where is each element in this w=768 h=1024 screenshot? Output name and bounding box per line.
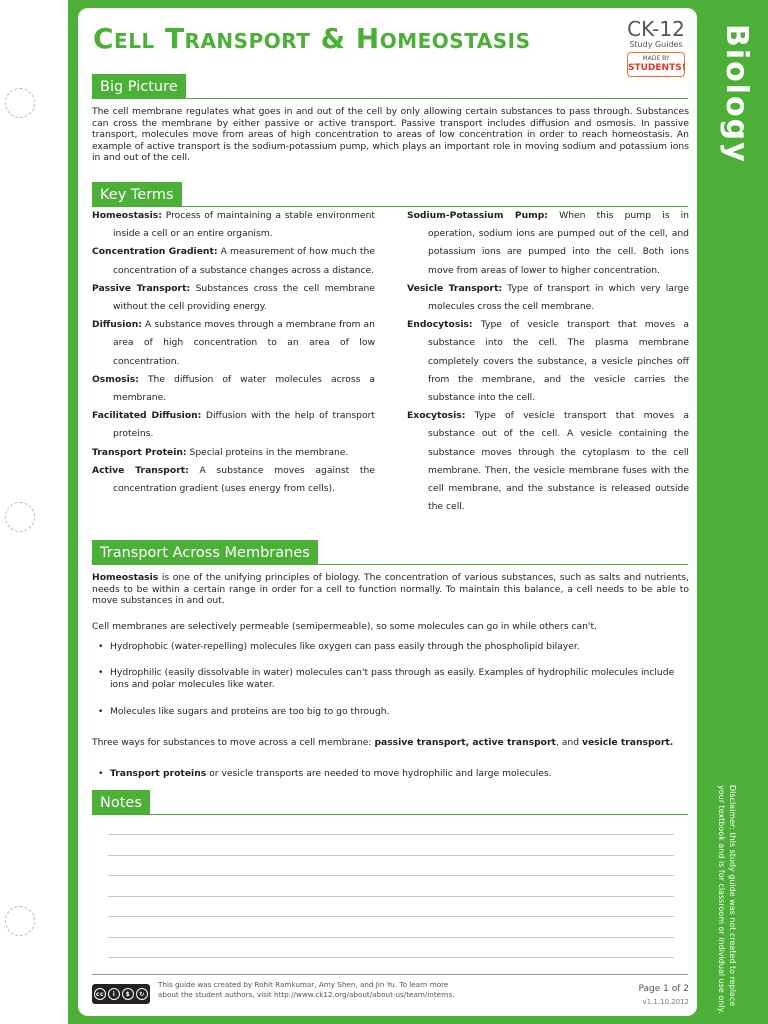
key-term-item [407, 280, 689, 316]
key-term-definition: A substance moves through a membrane from an area of high concentration to an area of low concentration. [113, 319, 376, 367]
key-term-item [92, 243, 375, 279]
key-term-label: Facilitated Diffusion: [92, 410, 202, 422]
key-term-label: Osmosis: [92, 373, 139, 385]
list-item: • Hydrophobic (water-repelling) molecules like oxygen can pass easily through the phospholipid bilayer. [98, 641, 688, 653]
section-divider [92, 564, 688, 565]
key-term-item [92, 316, 375, 371]
transport-heading: Transport Across Membranes [92, 540, 318, 565]
page-number: Page 1 of 2 [638, 984, 689, 994]
key-term-definition: Type of vesicle transport that moves a substance into the cell. The plasma membrane completely covers the substance, a vesicle pinches off from the membrane, and the vesicle carries the substance into the cell. [428, 319, 690, 404]
note-line [108, 834, 674, 835]
footer-divider [92, 974, 688, 975]
big-picture-text: The cell membrane regulates what goes in and out of the cell by only allowing certain substances to pass through. Substances can cross the membrane by either passive or active transport. Passive transport includes diffusion and osmosis. In passive transport, molecules move from areas of high concentration to areas of low concentration in order to reach homeostasis. An example of active transport is the sodium-potassium pump, which plays an important role in moving sodium and potassium ions in and out of the cell. [92, 106, 689, 164]
binder-hole-icon [5, 88, 35, 118]
binder-hole-icon [5, 906, 35, 936]
footer-credits: This guide was created by Rohit Ramkumar, Amy Shen, and Jin Yu. To learn more about the student authors, visit http://www.ck12.org/about/about-us/team/interns. [158, 980, 455, 999]
key-term-item [92, 407, 375, 443]
study-guide-page [78, 8, 697, 1016]
version-label: v1.1.10.2012 [642, 998, 689, 1006]
section-divider [92, 814, 688, 815]
big-picture-heading: Big Picture [92, 74, 186, 99]
transport-paragraph-3: Three ways for substances to move across a cell membrane: passive transport, active transport, and vesicle transport. [92, 737, 674, 748]
creative-commons-icon: cc i $ ↻ [92, 984, 150, 1004]
notes-heading: Notes [92, 790, 150, 815]
made-by-students-badge: MADE BY STUDENTS! [627, 52, 685, 77]
key-term-definition: Diffusion with the help of transport proteins. [113, 410, 375, 440]
transport-paragraph-1: Homeostasis is one of the unifying principles of biology. The concentration of various substances, such as salts and nutrients, needs to be within a certain range in order for a cell to function normally. To maintain this balance, a cell needs to be able to move substances in and out. [92, 572, 689, 607]
note-line [108, 896, 674, 897]
note-line [108, 875, 674, 876]
key-term-item [407, 207, 689, 280]
key-term-item [92, 207, 375, 243]
list-item: • Hydrophilic (easily dissolvable in water) molecules can't pass through as easily. Examples of hydrophilic molecules include ions and polar molecules like water. [98, 667, 688, 690]
key-term-definition: A measurement of how much the concentration of a substance changes across a distance. [113, 246, 375, 276]
key-term-item [92, 371, 375, 407]
ck12-wordmark: CK-12 [627, 17, 685, 41]
list-item: • Transport proteins or vesicle transports are needed to move hydrophilic and large molecules. [98, 768, 688, 780]
key-term-item [407, 316, 689, 407]
key-term-label: Sodium-Potassium Pump: [407, 210, 548, 221]
section-divider [92, 98, 688, 99]
key-term-item [92, 444, 375, 462]
subject-tab-label: Biology [719, 24, 754, 164]
ck12-logo [624, 18, 688, 77]
note-line [108, 855, 674, 856]
key-terms-right-column [407, 207, 689, 516]
logo-subtitle: Study Guides [629, 40, 683, 49]
key-term-definition: A substance moves against the concentration gradient (uses energy from cells). [113, 464, 376, 495]
key-term-definition: The diffusion of water molecules across a membrane. [113, 373, 376, 404]
list-item: • Molecules like sugars and proteins are too big to go through. [98, 706, 688, 718]
binder-hole-icon [5, 502, 35, 532]
key-term-definition: Special proteins in the membrane. [189, 446, 349, 458]
key-term-label: Passive Transport: [92, 282, 191, 294]
key-term-label: Exocytosis: [407, 410, 466, 422]
key-term-item [92, 462, 375, 498]
key-term-label: Homeostasis: [92, 210, 162, 221]
key-term-definition: Substances cross the cell membrane without the cell providing energy. [113, 282, 375, 313]
key-term-definition: Type of transport in which very large molecules cross the cell membrane. [428, 282, 690, 313]
key-term-label: Transport Protein: [92, 446, 187, 458]
key-term-item [407, 407, 689, 516]
note-line [108, 937, 674, 938]
note-line [108, 957, 674, 958]
key-term-label: Vesicle Transport: [407, 282, 503, 294]
key-term-label: Endocytosis: [407, 319, 473, 331]
key-terms-left-column [92, 207, 375, 498]
note-line [108, 916, 674, 917]
key-term-label: Diffusion: [92, 319, 142, 331]
key-terms-heading: Key Terms [92, 182, 182, 207]
disclaimer: Disclaimer: this study guide was not created to replace your textbook and is for classroom or individual use only. [717, 785, 737, 1014]
key-term-label: Concentration Gradient: [92, 246, 218, 258]
transport-paragraph-2: Cell membranes are selectively permeable (semipermeable), so some molecules can go in while others can't. [92, 621, 597, 632]
page-title: Cell Transport & Homeostasis [93, 22, 531, 55]
key-term-definition: Type of vesicle transport that moves a substance out of the cell. A vesicle containing the substance moves through the cytoplasm to the cell membrane. Then, the vesicle membrane fuses with the cell membrane, and the substance is released outside the cell. [428, 410, 689, 513]
key-term-definition: Process of maintaining a stable environment inside a cell or an entire organism. [113, 210, 376, 240]
key-term-label: Active Transport: [92, 464, 189, 476]
key-term-item [92, 280, 375, 316]
key-term-definition: When this pump is in operation, sodium ions are pumped out of the cell, and potassium ions are pumped into the cell. Both ions move from areas of lower to higher concentration. [428, 210, 690, 276]
